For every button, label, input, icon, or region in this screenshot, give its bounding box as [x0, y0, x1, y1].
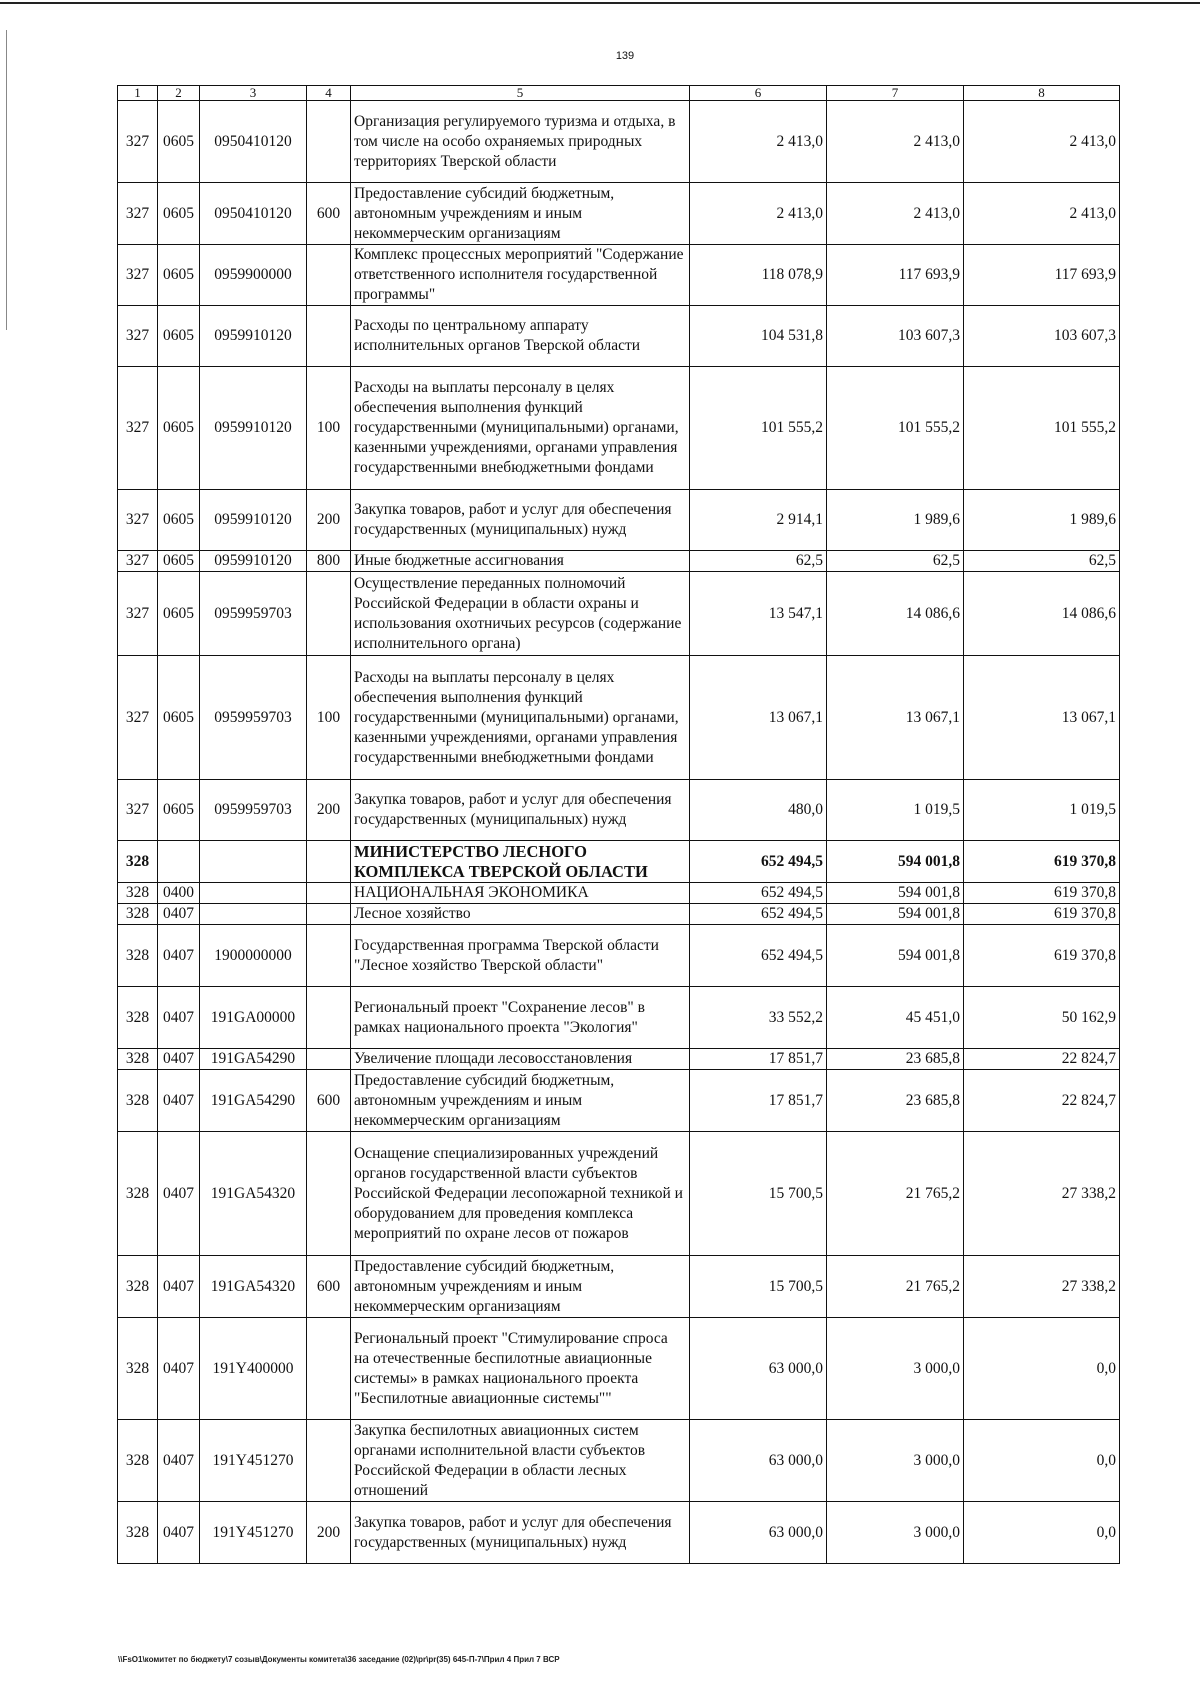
- cell-amount-6: 17 851,7: [690, 1070, 827, 1132]
- cell-description: Закупка беспилотных авиационных систем органами исполнительной власти субъектов Российской Федерации в области лесных отношений: [351, 1420, 690, 1502]
- cell-section: 0407: [158, 987, 200, 1049]
- cell-description: Предоставление субсидий бюджетным, автономным учреждениям и иным некоммерческим организациям: [351, 183, 690, 245]
- cell-amount-6: 33 552,2: [690, 987, 827, 1049]
- cell-section: 0407: [158, 1132, 200, 1256]
- cell-code-ministry: 327: [118, 551, 158, 572]
- cell-description: Иные бюджетные ассигнования: [351, 551, 690, 572]
- cell-amount-6: 118 078,9: [690, 245, 827, 306]
- cell-section: 0605: [158, 656, 200, 780]
- cell-expense-type: 100: [307, 367, 351, 490]
- cell-target-article: 191GA00000: [200, 987, 307, 1049]
- table-row: [118, 490, 1120, 551]
- header-cell: 6: [690, 86, 827, 101]
- cell-code-ministry: 327: [118, 245, 158, 306]
- cell-amount-7: 2 413,0: [827, 101, 964, 183]
- cell-description: Государственная программа Тверской области "Лесное хозяйство Тверской области": [351, 925, 690, 987]
- cell-description: НАЦИОНАЛЬНАЯ ЭКОНОМИКА: [351, 883, 690, 904]
- cell-section: 0407: [158, 1070, 200, 1132]
- cell-amount-7: 2 413,0: [827, 183, 964, 245]
- table-row: [118, 883, 1120, 904]
- cell-code-ministry: 328: [118, 1049, 158, 1070]
- header-cell: 5: [351, 86, 690, 101]
- cell-target-article: 0959910120: [200, 367, 307, 490]
- cell-amount-8: 0,0: [964, 1318, 1120, 1420]
- cell-description: Увеличение площади лесовосстановления: [351, 1049, 690, 1070]
- cell-target-article: 191Y400000: [200, 1318, 307, 1420]
- table-row: [118, 245, 1120, 306]
- cell-target-article: 0959959703: [200, 656, 307, 780]
- page-number: 139: [615, 50, 635, 62]
- cell-description: Комплекс процессных мероприятий "Содержание ответственного исполнителя государственной программы": [351, 245, 690, 306]
- cell-expense-type: [307, 883, 351, 904]
- cell-amount-8: 27 338,2: [964, 1132, 1120, 1256]
- cell-amount-6: 13 547,1: [690, 572, 827, 656]
- cell-amount-6: 480,0: [690, 780, 827, 841]
- cell-amount-6: 63 000,0: [690, 1420, 827, 1502]
- cell-amount-7: 1 989,6: [827, 490, 964, 551]
- cell-amount-8: 619 370,8: [964, 883, 1120, 904]
- cell-expense-type: [307, 841, 351, 883]
- cell-code-ministry: 328: [118, 1502, 158, 1564]
- cell-target-article: [200, 841, 307, 883]
- cell-description: Региональный проект "Стимулирование спроса на отечественные беспилотные авиационные системы» в рамках национального проекта "Беспилотные авиационные системы"": [351, 1318, 690, 1420]
- cell-code-ministry: 328: [118, 1070, 158, 1132]
- table-row: [118, 183, 1120, 245]
- cell-amount-6: 104 531,8: [690, 306, 827, 367]
- cell-code-ministry: 328: [118, 904, 158, 925]
- cell-section: 0407: [158, 1420, 200, 1502]
- table-row: [118, 306, 1120, 367]
- cell-amount-8: 27 338,2: [964, 1256, 1120, 1318]
- cell-section: 0605: [158, 245, 200, 306]
- cell-section: 0605: [158, 780, 200, 841]
- cell-section: 0407: [158, 925, 200, 987]
- cell-section: 0605: [158, 572, 200, 656]
- cell-code-ministry: 327: [118, 656, 158, 780]
- cell-expense-type: 600: [307, 1256, 351, 1318]
- cell-expense-type: [307, 572, 351, 656]
- cell-amount-7: 21 765,2: [827, 1132, 964, 1256]
- cell-amount-7: 23 685,8: [827, 1049, 964, 1070]
- header-cell: 7: [827, 86, 964, 101]
- cell-description: Предоставление субсидий бюджетным, автономным учреждениям и иным некоммерческим организациям: [351, 1256, 690, 1318]
- cell-target-article: 0950410120: [200, 101, 307, 183]
- cell-expense-type: [307, 101, 351, 183]
- cell-amount-7: 62,5: [827, 551, 964, 572]
- cell-code-ministry: 328: [118, 1318, 158, 1420]
- cell-expense-type: 600: [307, 183, 351, 245]
- left-margin-rule: [6, 30, 7, 330]
- cell-amount-7: 594 001,8: [827, 841, 964, 883]
- cell-section: 0605: [158, 490, 200, 551]
- cell-amount-7: 3 000,0: [827, 1502, 964, 1564]
- table-row: [118, 1256, 1120, 1318]
- cell-target-article: 191GA54320: [200, 1132, 307, 1256]
- cell-section: [158, 841, 200, 883]
- table-row: [118, 925, 1120, 987]
- cell-section: 0407: [158, 904, 200, 925]
- cell-amount-7: 23 685,8: [827, 1070, 964, 1132]
- cell-amount-8: 2 413,0: [964, 183, 1120, 245]
- cell-amount-6: 652 494,5: [690, 841, 827, 883]
- cell-target-article: 0959910120: [200, 551, 307, 572]
- cell-amount-8: 50 162,9: [964, 987, 1120, 1049]
- cell-amount-7: 117 693,9: [827, 245, 964, 306]
- cell-code-ministry: 327: [118, 101, 158, 183]
- cell-description: МИНИСТЕРСТВО ЛЕСНОГО КОМПЛЕКСА ТВЕРСКОЙ ОБЛАСТИ: [351, 841, 690, 883]
- cell-amount-7: 3 000,0: [827, 1318, 964, 1420]
- cell-description: Лесное хозяйство: [351, 904, 690, 925]
- cell-amount-7: 3 000,0: [827, 1420, 964, 1502]
- cell-amount-7: 14 086,6: [827, 572, 964, 656]
- cell-target-article: 191GA54320: [200, 1256, 307, 1318]
- cell-description: Расходы на выплаты персоналу в целях обеспечения выполнения функций государственными (муниципальными) органами, казенными учреждениями, органами управления государственными внебюджетными фондами: [351, 656, 690, 780]
- cell-amount-8: 22 824,7: [964, 1049, 1120, 1070]
- cell-amount-7: 45 451,0: [827, 987, 964, 1049]
- header-cell: 1: [118, 86, 158, 101]
- cell-expense-type: [307, 1132, 351, 1256]
- cell-amount-6: 652 494,5: [690, 925, 827, 987]
- cell-description: Закупка товаров, работ и услуг для обеспечения государственных (муниципальных) нужд: [351, 490, 690, 551]
- table-row: [118, 1318, 1120, 1420]
- cell-expense-type: [307, 245, 351, 306]
- cell-section: 0605: [158, 367, 200, 490]
- cell-amount-7: 1 019,5: [827, 780, 964, 841]
- cell-amount-8: 62,5: [964, 551, 1120, 572]
- table-row: [118, 572, 1120, 656]
- cell-expense-type: [307, 1049, 351, 1070]
- cell-code-ministry: 328: [118, 1256, 158, 1318]
- cell-target-article: 0959959703: [200, 572, 307, 656]
- cell-expense-type: [307, 1420, 351, 1502]
- cell-section: 0605: [158, 306, 200, 367]
- cell-expense-type: 200: [307, 1502, 351, 1564]
- cell-target-article: 191Y451270: [200, 1502, 307, 1564]
- cell-code-ministry: 328: [118, 841, 158, 883]
- cell-section: 0400: [158, 883, 200, 904]
- table-row: [118, 1502, 1120, 1564]
- cell-amount-6: 63 000,0: [690, 1502, 827, 1564]
- cell-code-ministry: 328: [118, 1420, 158, 1502]
- cell-expense-type: [307, 987, 351, 1049]
- cell-amount-8: 0,0: [964, 1420, 1120, 1502]
- cell-description: Оснащение специализированных учреждений органов государственной власти субъектов Российской Федерации лесопожарной техникой и оборудованием для проведения комплекса мероприятий по охране лесов от пожаров: [351, 1132, 690, 1256]
- cell-description: Расходы по центральному аппарату исполнительных органов Тверской области: [351, 306, 690, 367]
- cell-description: Организация регулируемого туризма и отдыха, в том числе на особо охраняемых природных территориях Тверской области: [351, 101, 690, 183]
- cell-amount-6: 62,5: [690, 551, 827, 572]
- cell-expense-type: [307, 904, 351, 925]
- cell-target-article: [200, 883, 307, 904]
- cell-description: Региональный проект "Сохранение лесов" в рамках национального проекта "Экология": [351, 987, 690, 1049]
- cell-amount-6: 63 000,0: [690, 1318, 827, 1420]
- cell-target-article: 0959910120: [200, 490, 307, 551]
- cell-target-article: 191Y451270: [200, 1420, 307, 1502]
- cell-amount-7: 594 001,8: [827, 925, 964, 987]
- table-row: [118, 841, 1120, 883]
- cell-expense-type: [307, 306, 351, 367]
- cell-section: 0605: [158, 183, 200, 245]
- cell-amount-8: 0,0: [964, 1502, 1120, 1564]
- cell-amount-7: 21 765,2: [827, 1256, 964, 1318]
- cell-description: Предоставление субсидий бюджетным, автономным учреждениям и иным некоммерческим организациям: [351, 1070, 690, 1132]
- cell-code-ministry: 327: [118, 490, 158, 551]
- header-cell: 3: [200, 86, 307, 101]
- header-cell: 2: [158, 86, 200, 101]
- cell-amount-6: 652 494,5: [690, 883, 827, 904]
- table-row: [118, 904, 1120, 925]
- cell-description: Расходы на выплаты персоналу в целях обеспечения выполнения функций государственными (муниципальными) органами, казенными учреждениями, органами управления государственными внебюджетными фондами: [351, 367, 690, 490]
- cell-code-ministry: 327: [118, 306, 158, 367]
- cell-amount-7: 13 067,1: [827, 656, 964, 780]
- cell-amount-7: 594 001,8: [827, 883, 964, 904]
- cell-section: 0407: [158, 1318, 200, 1420]
- cell-target-article: 0950410120: [200, 183, 307, 245]
- table-row: [118, 551, 1120, 572]
- cell-code-ministry: 328: [118, 883, 158, 904]
- cell-amount-8: 117 693,9: [964, 245, 1120, 306]
- cell-amount-8: 1 019,5: [964, 780, 1120, 841]
- cell-expense-type: [307, 1318, 351, 1420]
- cell-amount-8: 619 370,8: [964, 841, 1120, 883]
- cell-amount-8: 619 370,8: [964, 904, 1120, 925]
- cell-target-article: 191GA54290: [200, 1070, 307, 1132]
- file-path-footer: \\FsO1\комитет по бюджету\7 созыв\Документы комитета\36 заседание (02)\pr\pr(35) 645-П-7\Прил 4 Прил 7 ВСР: [118, 1655, 560, 1664]
- cell-target-article: 0959959703: [200, 780, 307, 841]
- cell-code-ministry: 327: [118, 367, 158, 490]
- cell-expense-type: 200: [307, 780, 351, 841]
- cell-code-ministry: 327: [118, 572, 158, 656]
- cell-amount-6: 652 494,5: [690, 904, 827, 925]
- cell-expense-type: 100: [307, 656, 351, 780]
- cell-section: 0407: [158, 1049, 200, 1070]
- cell-amount-7: 594 001,8: [827, 904, 964, 925]
- cell-section: 0605: [158, 101, 200, 183]
- cell-target-article: 0959900000: [200, 245, 307, 306]
- cell-expense-type: 600: [307, 1070, 351, 1132]
- cell-amount-8: 619 370,8: [964, 925, 1120, 987]
- table-row: [118, 101, 1120, 183]
- cell-amount-8: 14 086,6: [964, 572, 1120, 656]
- cell-code-ministry: 327: [118, 780, 158, 841]
- top-rule: [0, 2, 1200, 4]
- cell-amount-6: 13 067,1: [690, 656, 827, 780]
- cell-section: 0605: [158, 551, 200, 572]
- cell-description: Осуществление переданных полномочий Российской Федерации в области охраны и использования охотничьих ресурсов (содержание исполнительного органа): [351, 572, 690, 656]
- cell-amount-8: 2 413,0: [964, 101, 1120, 183]
- cell-amount-8: 13 067,1: [964, 656, 1120, 780]
- cell-amount-7: 101 555,2: [827, 367, 964, 490]
- cell-code-ministry: 328: [118, 1132, 158, 1256]
- cell-amount-6: 17 851,7: [690, 1049, 827, 1070]
- cell-amount-8: 103 607,3: [964, 306, 1120, 367]
- table-row: [118, 1049, 1120, 1070]
- budget-table: [117, 85, 1120, 1564]
- cell-amount-6: 2 413,0: [690, 183, 827, 245]
- table-row: [118, 780, 1120, 841]
- cell-expense-type: [307, 925, 351, 987]
- table-row: [118, 1070, 1120, 1132]
- header-row: [118, 86, 1120, 101]
- cell-amount-6: 2 914,1: [690, 490, 827, 551]
- cell-amount-6: 15 700,5: [690, 1256, 827, 1318]
- cell-target-article: 191GA54290: [200, 1049, 307, 1070]
- cell-target-article: 0959910120: [200, 306, 307, 367]
- table-row: [118, 1420, 1120, 1502]
- header-cell: 4: [307, 86, 351, 101]
- table-row: [118, 367, 1120, 490]
- table-row: [118, 1132, 1120, 1256]
- cell-amount-8: 22 824,7: [964, 1070, 1120, 1132]
- cell-description: Закупка товаров, работ и услуг для обеспечения государственных (муниципальных) нужд: [351, 1502, 690, 1564]
- cell-amount-8: 1 989,6: [964, 490, 1120, 551]
- cell-code-ministry: 328: [118, 925, 158, 987]
- cell-target-article: [200, 904, 307, 925]
- cell-amount-7: 103 607,3: [827, 306, 964, 367]
- cell-code-ministry: 328: [118, 987, 158, 1049]
- table-row: [118, 656, 1120, 780]
- table-row: [118, 987, 1120, 1049]
- cell-amount-6: 15 700,5: [690, 1132, 827, 1256]
- cell-section: 0407: [158, 1502, 200, 1564]
- cell-expense-type: 200: [307, 490, 351, 551]
- header-cell: 8: [964, 86, 1120, 101]
- cell-code-ministry: 327: [118, 183, 158, 245]
- cell-amount-6: 101 555,2: [690, 367, 827, 490]
- cell-amount-8: 101 555,2: [964, 367, 1120, 490]
- cell-description: Закупка товаров, работ и услуг для обеспечения государственных (муниципальных) нужд: [351, 780, 690, 841]
- cell-expense-type: 800: [307, 551, 351, 572]
- cell-amount-6: 2 413,0: [690, 101, 827, 183]
- cell-target-article: 1900000000: [200, 925, 307, 987]
- cell-section: 0407: [158, 1256, 200, 1318]
